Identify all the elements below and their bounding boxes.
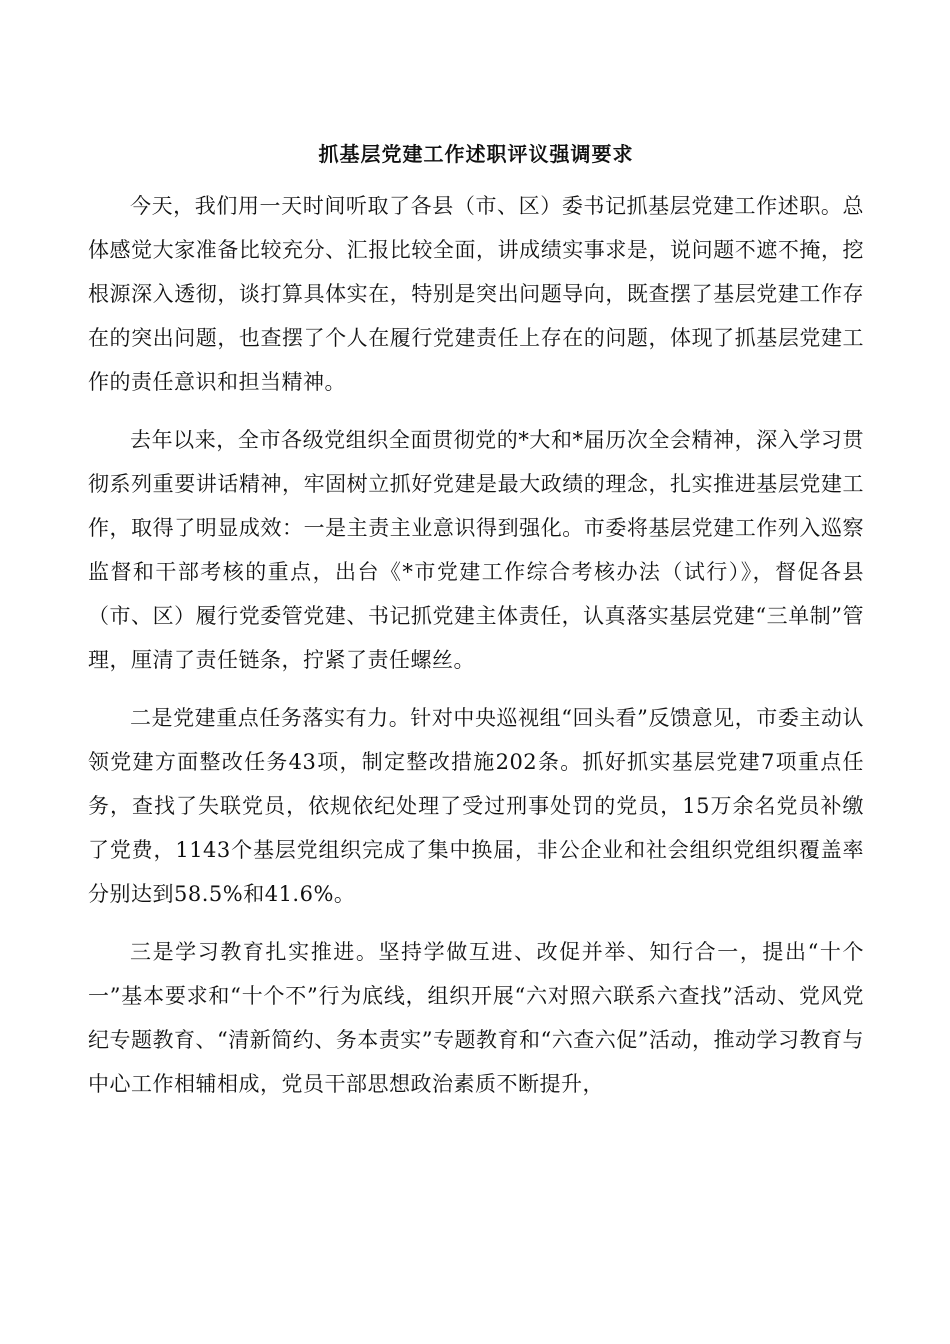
paragraph-achievements-three: 三是学习教育扎实推进。坚持学做互进、改促并举、知行合一，提出“十个一”基本要求和“十个不”行为底线，组织开展“六对照六联系六查找”活动、党风党纪专题教育、“清新简约、务本责实”专题教育和“六查六促”活动，推动学习教育与中心工作相辅相成，党员干部思想政治素质不断提升， — [88, 940, 864, 1096]
paragraph-achievements-two: 二是党建重点任务落实有力。针对中央巡视组“回头看”反馈意见，市委主动认领党建方面整改任务43项，制定整改措施202条。抓好抓实基层党建7项重点任务，查找了失联党员，依规依纪处理了受过刑事处罚的党员，15万余名党员补缴了党费，1143个基层党组织完成了集中换届，非公企业和社会组织党组织覆盖率分别达到58.5%和41.6%。 — [88, 706, 864, 906]
paragraph-achievements-one: 去年以来，全市各级党组织全面贯彻党的*大和*届历次全会精神，深入学习贯彻系列重要讲话精神，牢固树立抓好党建是最大政绩的理念，扎实推进基层党建工作，取得了明显成效：一是主责主业意识得到强化。市委将基层党建工作列入巡察监督和干部考核的重点，出台《*市党建工作综合考核办法（试行）》，督促各县（市、区）履行党委管党建、书记抓党建主体责任，认真落实基层党建“三单制”管理，厘清了责任链条，拧紧了责任螺丝。 — [88, 428, 864, 672]
document-page — [88, 138, 864, 1120]
paragraph-opening: 今天，我们用一天时间听取了各县（市、区）委书记抓基层党建工作述职。总体感觉大家准备比较充分、汇报比较全面，讲成绩实事求是，说问题不遮不掩，挖根源深入透彻，谈打算具体实在，特别是突出问题导向，既查摆了基层党建工作存在的突出问题，也查摆了个人在履行党建责任上存在的问题，体现了抓基层党建工作的责任意识和担当精神。 — [88, 194, 864, 394]
document-title: 抓基层党建工作述职评议强调要求 — [318, 142, 634, 166]
